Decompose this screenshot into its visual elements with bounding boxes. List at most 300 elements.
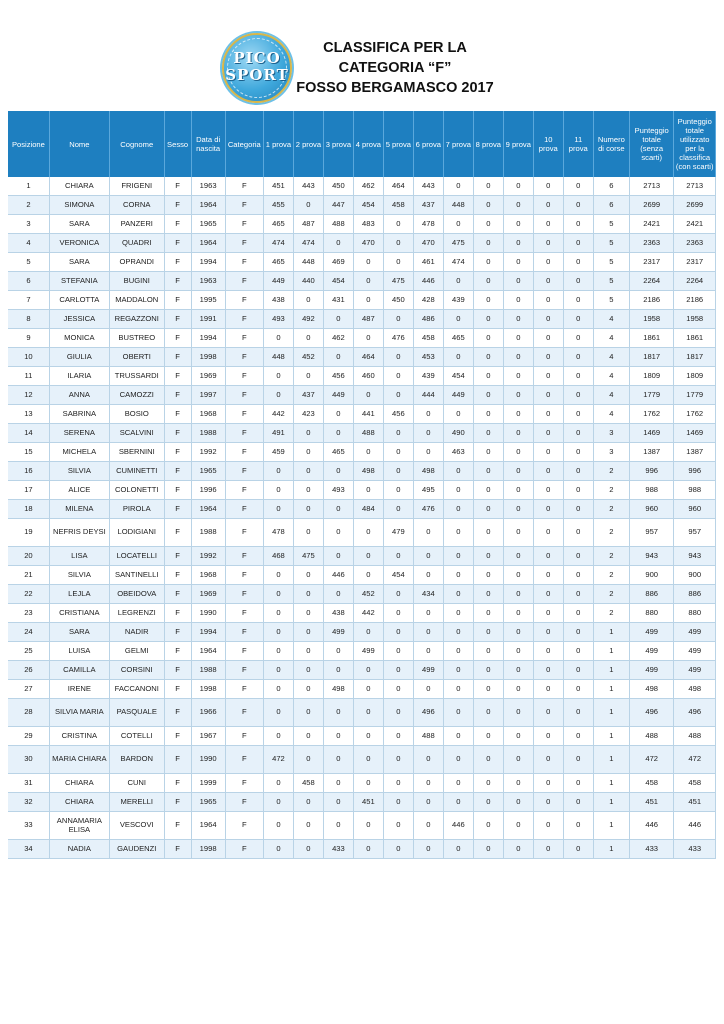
race-score-cell: 0 bbox=[473, 424, 503, 443]
birth-year-cell: 1988 bbox=[191, 424, 225, 443]
race-score-cell: 0 bbox=[473, 623, 503, 642]
race-score-cell: 0 bbox=[563, 234, 593, 253]
race-score-cell: 0 bbox=[533, 547, 563, 566]
ranking-score-cell: 1958 bbox=[674, 310, 716, 329]
race-score-cell: 0 bbox=[323, 310, 353, 329]
birth-year-cell: 1990 bbox=[191, 746, 225, 774]
total-score-cell: 433 bbox=[629, 840, 673, 859]
race-score-cell: 0 bbox=[533, 462, 563, 481]
race-score-cell: 452 bbox=[353, 585, 383, 604]
first-name-cell: SARA bbox=[49, 253, 109, 272]
position-cell: 28 bbox=[8, 699, 49, 727]
table-row bbox=[8, 727, 716, 746]
race-score-cell: 0 bbox=[293, 661, 323, 680]
position-cell: 29 bbox=[8, 727, 49, 746]
last-name-cell: BARDON bbox=[109, 746, 164, 774]
category-cell: F bbox=[225, 519, 263, 547]
race-score-cell: 455 bbox=[263, 196, 293, 215]
birth-year-cell: 1963 bbox=[191, 272, 225, 291]
table-row bbox=[8, 585, 716, 604]
last-name-cell: LOCATELLI bbox=[109, 547, 164, 566]
race-score-cell: 493 bbox=[323, 481, 353, 500]
last-name-cell: COLONETTI bbox=[109, 481, 164, 500]
birth-year-cell: 1969 bbox=[191, 585, 225, 604]
race-score-cell: 0 bbox=[443, 272, 473, 291]
race-score-cell: 0 bbox=[263, 699, 293, 727]
race-score-cell: 498 bbox=[323, 680, 353, 699]
position-cell: 13 bbox=[8, 405, 49, 424]
title-line-2: CATEGORIA “F” bbox=[338, 60, 452, 76]
first-name-cell: CHIARA bbox=[49, 774, 109, 793]
race-score-cell: 464 bbox=[383, 177, 413, 196]
total-score-cell: 498 bbox=[629, 680, 673, 699]
birth-year-cell: 1995 bbox=[191, 291, 225, 310]
total-score-cell: 1809 bbox=[629, 367, 673, 386]
ranking-score-cell: 1809 bbox=[674, 367, 716, 386]
first-name-cell: JESSICA bbox=[49, 310, 109, 329]
race-score-cell: 0 bbox=[533, 774, 563, 793]
position-cell: 17 bbox=[8, 481, 49, 500]
race-score-cell: 0 bbox=[293, 291, 323, 310]
race-score-cell: 446 bbox=[443, 812, 473, 840]
race-count-cell: 4 bbox=[593, 329, 629, 348]
birth-year-cell: 1965 bbox=[191, 462, 225, 481]
first-name-cell: CRISTINA bbox=[49, 727, 109, 746]
race-score-cell: 0 bbox=[563, 500, 593, 519]
first-name-cell: VERONICA bbox=[49, 234, 109, 253]
race-score-cell: 0 bbox=[383, 623, 413, 642]
race-score-cell: 458 bbox=[293, 774, 323, 793]
race-score-cell: 456 bbox=[383, 405, 413, 424]
ranking-score-cell: 2713 bbox=[674, 177, 716, 196]
race-score-cell: 0 bbox=[533, 642, 563, 661]
race-score-cell: 475 bbox=[443, 234, 473, 253]
race-score-cell: 0 bbox=[323, 774, 353, 793]
race-count-cell: 5 bbox=[593, 215, 629, 234]
race-score-cell: 0 bbox=[323, 519, 353, 547]
category-cell: F bbox=[225, 774, 263, 793]
race-score-cell: 0 bbox=[353, 566, 383, 585]
category-cell: F bbox=[225, 500, 263, 519]
race-score-cell: 0 bbox=[563, 481, 593, 500]
total-score-cell: 446 bbox=[629, 812, 673, 840]
table-row bbox=[8, 215, 716, 234]
category-cell: F bbox=[225, 234, 263, 253]
position-cell: 21 bbox=[8, 566, 49, 585]
race-score-cell: 0 bbox=[503, 234, 533, 253]
race-score-cell: 0 bbox=[533, 840, 563, 859]
race-score-cell: 0 bbox=[503, 462, 533, 481]
column-header: 6 prova bbox=[413, 111, 443, 177]
race-score-cell: 478 bbox=[263, 519, 293, 547]
category-cell: F bbox=[225, 367, 263, 386]
race-score-cell: 465 bbox=[443, 329, 473, 348]
position-cell: 22 bbox=[8, 585, 49, 604]
column-header: 7 prova bbox=[443, 111, 473, 177]
race-score-cell: 0 bbox=[383, 443, 413, 462]
ranking-score-cell: 886 bbox=[674, 585, 716, 604]
birth-year-cell: 1963 bbox=[191, 177, 225, 196]
race-score-cell: 0 bbox=[323, 500, 353, 519]
race-score-cell: 0 bbox=[353, 481, 383, 500]
race-score-cell: 0 bbox=[533, 367, 563, 386]
table-row bbox=[8, 481, 716, 500]
last-name-cell: PASQUALE bbox=[109, 699, 164, 727]
ranking-score-cell: 2363 bbox=[674, 234, 716, 253]
sex-cell: F bbox=[164, 604, 191, 623]
race-score-cell: 449 bbox=[263, 272, 293, 291]
position-cell: 18 bbox=[8, 500, 49, 519]
total-score-cell: 472 bbox=[629, 746, 673, 774]
first-name-cell: SARA bbox=[49, 623, 109, 642]
race-score-cell: 0 bbox=[383, 793, 413, 812]
race-score-cell: 0 bbox=[503, 348, 533, 367]
race-score-cell: 0 bbox=[533, 699, 563, 727]
race-score-cell: 0 bbox=[443, 699, 473, 727]
table-row bbox=[8, 661, 716, 680]
total-score-cell: 988 bbox=[629, 481, 673, 500]
race-score-cell: 0 bbox=[533, 405, 563, 424]
race-score-cell: 0 bbox=[503, 405, 533, 424]
total-score-cell: 2421 bbox=[629, 215, 673, 234]
position-cell: 14 bbox=[8, 424, 49, 443]
race-score-cell: 0 bbox=[533, 291, 563, 310]
race-score-cell: 0 bbox=[383, 424, 413, 443]
race-score-cell: 0 bbox=[563, 746, 593, 774]
race-score-cell: 433 bbox=[323, 840, 353, 859]
race-score-cell: 0 bbox=[533, 566, 563, 585]
sex-cell: F bbox=[164, 566, 191, 585]
race-score-cell: 447 bbox=[323, 196, 353, 215]
race-score-cell: 0 bbox=[323, 405, 353, 424]
sex-cell: F bbox=[164, 424, 191, 443]
position-cell: 19 bbox=[8, 519, 49, 547]
race-score-cell: 0 bbox=[533, 661, 563, 680]
race-score-cell: 0 bbox=[443, 310, 473, 329]
race-score-cell: 0 bbox=[293, 746, 323, 774]
total-score-cell: 496 bbox=[629, 699, 673, 727]
race-score-cell: 0 bbox=[533, 793, 563, 812]
race-score-cell: 0 bbox=[533, 329, 563, 348]
race-score-cell: 0 bbox=[563, 840, 593, 859]
race-score-cell: 0 bbox=[383, 661, 413, 680]
table-row bbox=[8, 253, 716, 272]
race-score-cell: 437 bbox=[413, 196, 443, 215]
position-cell: 20 bbox=[8, 547, 49, 566]
race-score-cell: 475 bbox=[383, 272, 413, 291]
race-score-cell: 0 bbox=[383, 585, 413, 604]
race-score-cell: 0 bbox=[443, 604, 473, 623]
first-name-cell: SILVIA MARIA bbox=[49, 699, 109, 727]
birth-year-cell: 1992 bbox=[191, 547, 225, 566]
race-count-cell: 1 bbox=[593, 812, 629, 840]
table-row bbox=[8, 348, 716, 367]
race-score-cell: 0 bbox=[473, 727, 503, 746]
last-name-cell: OPRANDI bbox=[109, 253, 164, 272]
first-name-cell: CRISTIANA bbox=[49, 604, 109, 623]
race-score-cell: 0 bbox=[263, 462, 293, 481]
race-score-cell: 0 bbox=[473, 481, 503, 500]
category-cell: F bbox=[225, 680, 263, 699]
table-row bbox=[8, 272, 716, 291]
race-score-cell: 0 bbox=[413, 547, 443, 566]
race-score-cell: 0 bbox=[473, 746, 503, 774]
last-name-cell: PIROLA bbox=[109, 500, 164, 519]
race-count-cell: 4 bbox=[593, 386, 629, 405]
birth-year-cell: 1992 bbox=[191, 443, 225, 462]
race-score-cell: 0 bbox=[413, 746, 443, 774]
last-name-cell: CORSINI bbox=[109, 661, 164, 680]
race-score-cell: 453 bbox=[413, 348, 443, 367]
column-header: Sesso bbox=[164, 111, 191, 177]
race-score-cell: 491 bbox=[263, 424, 293, 443]
race-score-cell: 0 bbox=[563, 519, 593, 547]
position-cell: 6 bbox=[8, 272, 49, 291]
race-score-cell: 470 bbox=[353, 234, 383, 253]
race-score-cell: 0 bbox=[473, 291, 503, 310]
total-score-cell: 1387 bbox=[629, 443, 673, 462]
ranking-score-cell: 496 bbox=[674, 699, 716, 727]
table-row bbox=[8, 196, 716, 215]
race-score-cell: 443 bbox=[293, 177, 323, 196]
race-score-cell: 0 bbox=[353, 812, 383, 840]
race-score-cell: 458 bbox=[383, 196, 413, 215]
first-name-cell: MONICA bbox=[49, 329, 109, 348]
race-score-cell: 450 bbox=[383, 291, 413, 310]
category-cell: F bbox=[225, 253, 263, 272]
race-score-cell: 499 bbox=[413, 661, 443, 680]
race-score-cell: 0 bbox=[473, 329, 503, 348]
column-header: 5 prova bbox=[383, 111, 413, 177]
category-cell: F bbox=[225, 793, 263, 812]
ranking-score-cell: 996 bbox=[674, 462, 716, 481]
sex-cell: F bbox=[164, 812, 191, 840]
race-score-cell: 0 bbox=[503, 566, 533, 585]
race-score-cell: 0 bbox=[383, 367, 413, 386]
race-score-cell: 0 bbox=[443, 462, 473, 481]
race-score-cell: 0 bbox=[473, 642, 503, 661]
race-score-cell: 448 bbox=[263, 348, 293, 367]
race-count-cell: 6 bbox=[593, 177, 629, 196]
race-score-cell: 0 bbox=[353, 661, 383, 680]
race-score-cell: 0 bbox=[413, 840, 443, 859]
race-score-cell: 459 bbox=[263, 443, 293, 462]
last-name-cell: BUGINI bbox=[109, 272, 164, 291]
race-score-cell: 440 bbox=[293, 272, 323, 291]
race-score-cell: 0 bbox=[533, 310, 563, 329]
race-score-cell: 463 bbox=[443, 443, 473, 462]
race-score-cell: 0 bbox=[443, 642, 473, 661]
race-score-cell: 476 bbox=[383, 329, 413, 348]
race-score-cell: 0 bbox=[353, 699, 383, 727]
first-name-cell: LUISA bbox=[49, 642, 109, 661]
race-score-cell: 0 bbox=[353, 746, 383, 774]
first-name-cell: SILVIA bbox=[49, 462, 109, 481]
race-score-cell: 456 bbox=[323, 367, 353, 386]
race-score-cell: 0 bbox=[353, 386, 383, 405]
race-score-cell: 0 bbox=[353, 774, 383, 793]
position-cell: 9 bbox=[8, 329, 49, 348]
race-score-cell: 0 bbox=[563, 812, 593, 840]
position-cell: 30 bbox=[8, 746, 49, 774]
category-cell: F bbox=[225, 196, 263, 215]
race-score-cell: 0 bbox=[473, 585, 503, 604]
race-score-cell: 0 bbox=[323, 642, 353, 661]
table-row bbox=[8, 462, 716, 481]
total-score-cell: 2186 bbox=[629, 291, 673, 310]
race-score-cell: 454 bbox=[323, 272, 353, 291]
race-score-cell: 0 bbox=[293, 585, 323, 604]
race-count-cell: 6 bbox=[593, 196, 629, 215]
position-cell: 24 bbox=[8, 623, 49, 642]
table-row bbox=[8, 566, 716, 585]
sex-cell: F bbox=[164, 746, 191, 774]
race-score-cell: 0 bbox=[323, 793, 353, 812]
race-score-cell: 0 bbox=[503, 699, 533, 727]
ranking-score-cell: 2186 bbox=[674, 291, 716, 310]
race-score-cell: 0 bbox=[353, 727, 383, 746]
race-score-cell: 0 bbox=[503, 386, 533, 405]
sex-cell: F bbox=[164, 481, 191, 500]
race-score-cell: 0 bbox=[503, 443, 533, 462]
race-score-cell: 0 bbox=[293, 481, 323, 500]
race-score-cell: 442 bbox=[263, 405, 293, 424]
race-count-cell: 2 bbox=[593, 585, 629, 604]
total-score-cell: 943 bbox=[629, 547, 673, 566]
race-score-cell: 0 bbox=[503, 793, 533, 812]
race-score-cell: 479 bbox=[383, 519, 413, 547]
race-score-cell: 0 bbox=[473, 462, 503, 481]
race-score-cell: 0 bbox=[473, 547, 503, 566]
category-cell: F bbox=[225, 348, 263, 367]
race-score-cell: 0 bbox=[293, 519, 323, 547]
table-row bbox=[8, 604, 716, 623]
last-name-cell: FRIGENI bbox=[109, 177, 164, 196]
sex-cell: F bbox=[164, 272, 191, 291]
race-score-cell: 428 bbox=[413, 291, 443, 310]
column-header: 3 prova bbox=[323, 111, 353, 177]
race-score-cell: 0 bbox=[473, 680, 503, 699]
race-score-cell: 0 bbox=[473, 661, 503, 680]
ranking-score-cell: 1762 bbox=[674, 405, 716, 424]
race-score-cell: 0 bbox=[473, 812, 503, 840]
column-header: 11 prova bbox=[563, 111, 593, 177]
category-cell: F bbox=[225, 291, 263, 310]
category-cell: F bbox=[225, 746, 263, 774]
race-count-cell: 4 bbox=[593, 405, 629, 424]
race-score-cell: 442 bbox=[353, 604, 383, 623]
race-score-cell: 0 bbox=[353, 840, 383, 859]
race-score-cell: 474 bbox=[443, 253, 473, 272]
race-score-cell: 0 bbox=[473, 774, 503, 793]
race-count-cell: 4 bbox=[593, 348, 629, 367]
last-name-cell: OBERTI bbox=[109, 348, 164, 367]
column-header: 10 prova bbox=[533, 111, 563, 177]
first-name-cell: SERENA bbox=[49, 424, 109, 443]
race-score-cell: 0 bbox=[413, 623, 443, 642]
race-score-cell: 0 bbox=[563, 215, 593, 234]
race-score-cell: 448 bbox=[293, 253, 323, 272]
race-score-cell: 0 bbox=[503, 215, 533, 234]
position-cell: 33 bbox=[8, 812, 49, 840]
first-name-cell: IRENE bbox=[49, 680, 109, 699]
race-score-cell: 498 bbox=[413, 462, 443, 481]
race-score-cell: 0 bbox=[533, 234, 563, 253]
position-cell: 31 bbox=[8, 774, 49, 793]
last-name-cell: MERELLI bbox=[109, 793, 164, 812]
category-cell: F bbox=[225, 443, 263, 462]
race-score-cell: 460 bbox=[353, 367, 383, 386]
race-count-cell: 1 bbox=[593, 746, 629, 774]
sex-cell: F bbox=[164, 727, 191, 746]
header-row bbox=[8, 111, 716, 177]
race-score-cell: 434 bbox=[413, 585, 443, 604]
race-score-cell: 496 bbox=[413, 699, 443, 727]
column-header: Punteggio totale utilizzato per la classifica (con scarti) bbox=[674, 111, 716, 177]
race-score-cell: 0 bbox=[443, 481, 473, 500]
race-score-cell: 0 bbox=[473, 253, 503, 272]
race-score-cell: 0 bbox=[563, 310, 593, 329]
total-score-cell: 1817 bbox=[629, 348, 673, 367]
table-row bbox=[8, 310, 716, 329]
race-count-cell: 1 bbox=[593, 793, 629, 812]
race-score-cell: 0 bbox=[533, 253, 563, 272]
pico-sport-logo bbox=[222, 33, 292, 103]
sex-cell: F bbox=[164, 234, 191, 253]
ranking-score-cell: 499 bbox=[674, 623, 716, 642]
race-score-cell: 451 bbox=[263, 177, 293, 196]
first-name-cell: ILARIA bbox=[49, 367, 109, 386]
table-row bbox=[8, 746, 716, 774]
race-count-cell: 2 bbox=[593, 519, 629, 547]
last-name-cell: CUNI bbox=[109, 774, 164, 793]
birth-year-cell: 1998 bbox=[191, 840, 225, 859]
category-cell: F bbox=[225, 623, 263, 642]
race-score-cell: 0 bbox=[533, 215, 563, 234]
column-header: 1 prova bbox=[263, 111, 293, 177]
category-cell: F bbox=[225, 329, 263, 348]
first-name-cell: ANNAMARIA ELISA bbox=[49, 812, 109, 840]
birth-year-cell: 1999 bbox=[191, 774, 225, 793]
ranking-score-cell: 1779 bbox=[674, 386, 716, 405]
race-score-cell: 478 bbox=[413, 215, 443, 234]
race-score-cell: 0 bbox=[293, 196, 323, 215]
race-score-cell: 0 bbox=[563, 348, 593, 367]
race-score-cell: 0 bbox=[413, 519, 443, 547]
ranking-score-cell: 446 bbox=[674, 812, 716, 840]
logo-text-pico: PICO bbox=[233, 49, 281, 67]
race-score-cell: 0 bbox=[473, 310, 503, 329]
race-count-cell: 1 bbox=[593, 680, 629, 699]
first-name-cell: SILVIA bbox=[49, 566, 109, 585]
race-score-cell: 0 bbox=[353, 443, 383, 462]
race-score-cell: 495 bbox=[413, 481, 443, 500]
race-score-cell: 0 bbox=[383, 462, 413, 481]
position-cell: 3 bbox=[8, 215, 49, 234]
position-cell: 25 bbox=[8, 642, 49, 661]
race-score-cell: 0 bbox=[443, 215, 473, 234]
race-score-cell: 474 bbox=[263, 234, 293, 253]
ranking-score-cell: 2699 bbox=[674, 196, 716, 215]
race-score-cell: 0 bbox=[563, 424, 593, 443]
race-score-cell: 0 bbox=[563, 196, 593, 215]
category-cell: F bbox=[225, 840, 263, 859]
position-cell: 5 bbox=[8, 253, 49, 272]
race-score-cell: 0 bbox=[293, 443, 323, 462]
table-row bbox=[8, 367, 716, 386]
race-score-cell: 451 bbox=[353, 793, 383, 812]
race-score-cell: 0 bbox=[293, 699, 323, 727]
